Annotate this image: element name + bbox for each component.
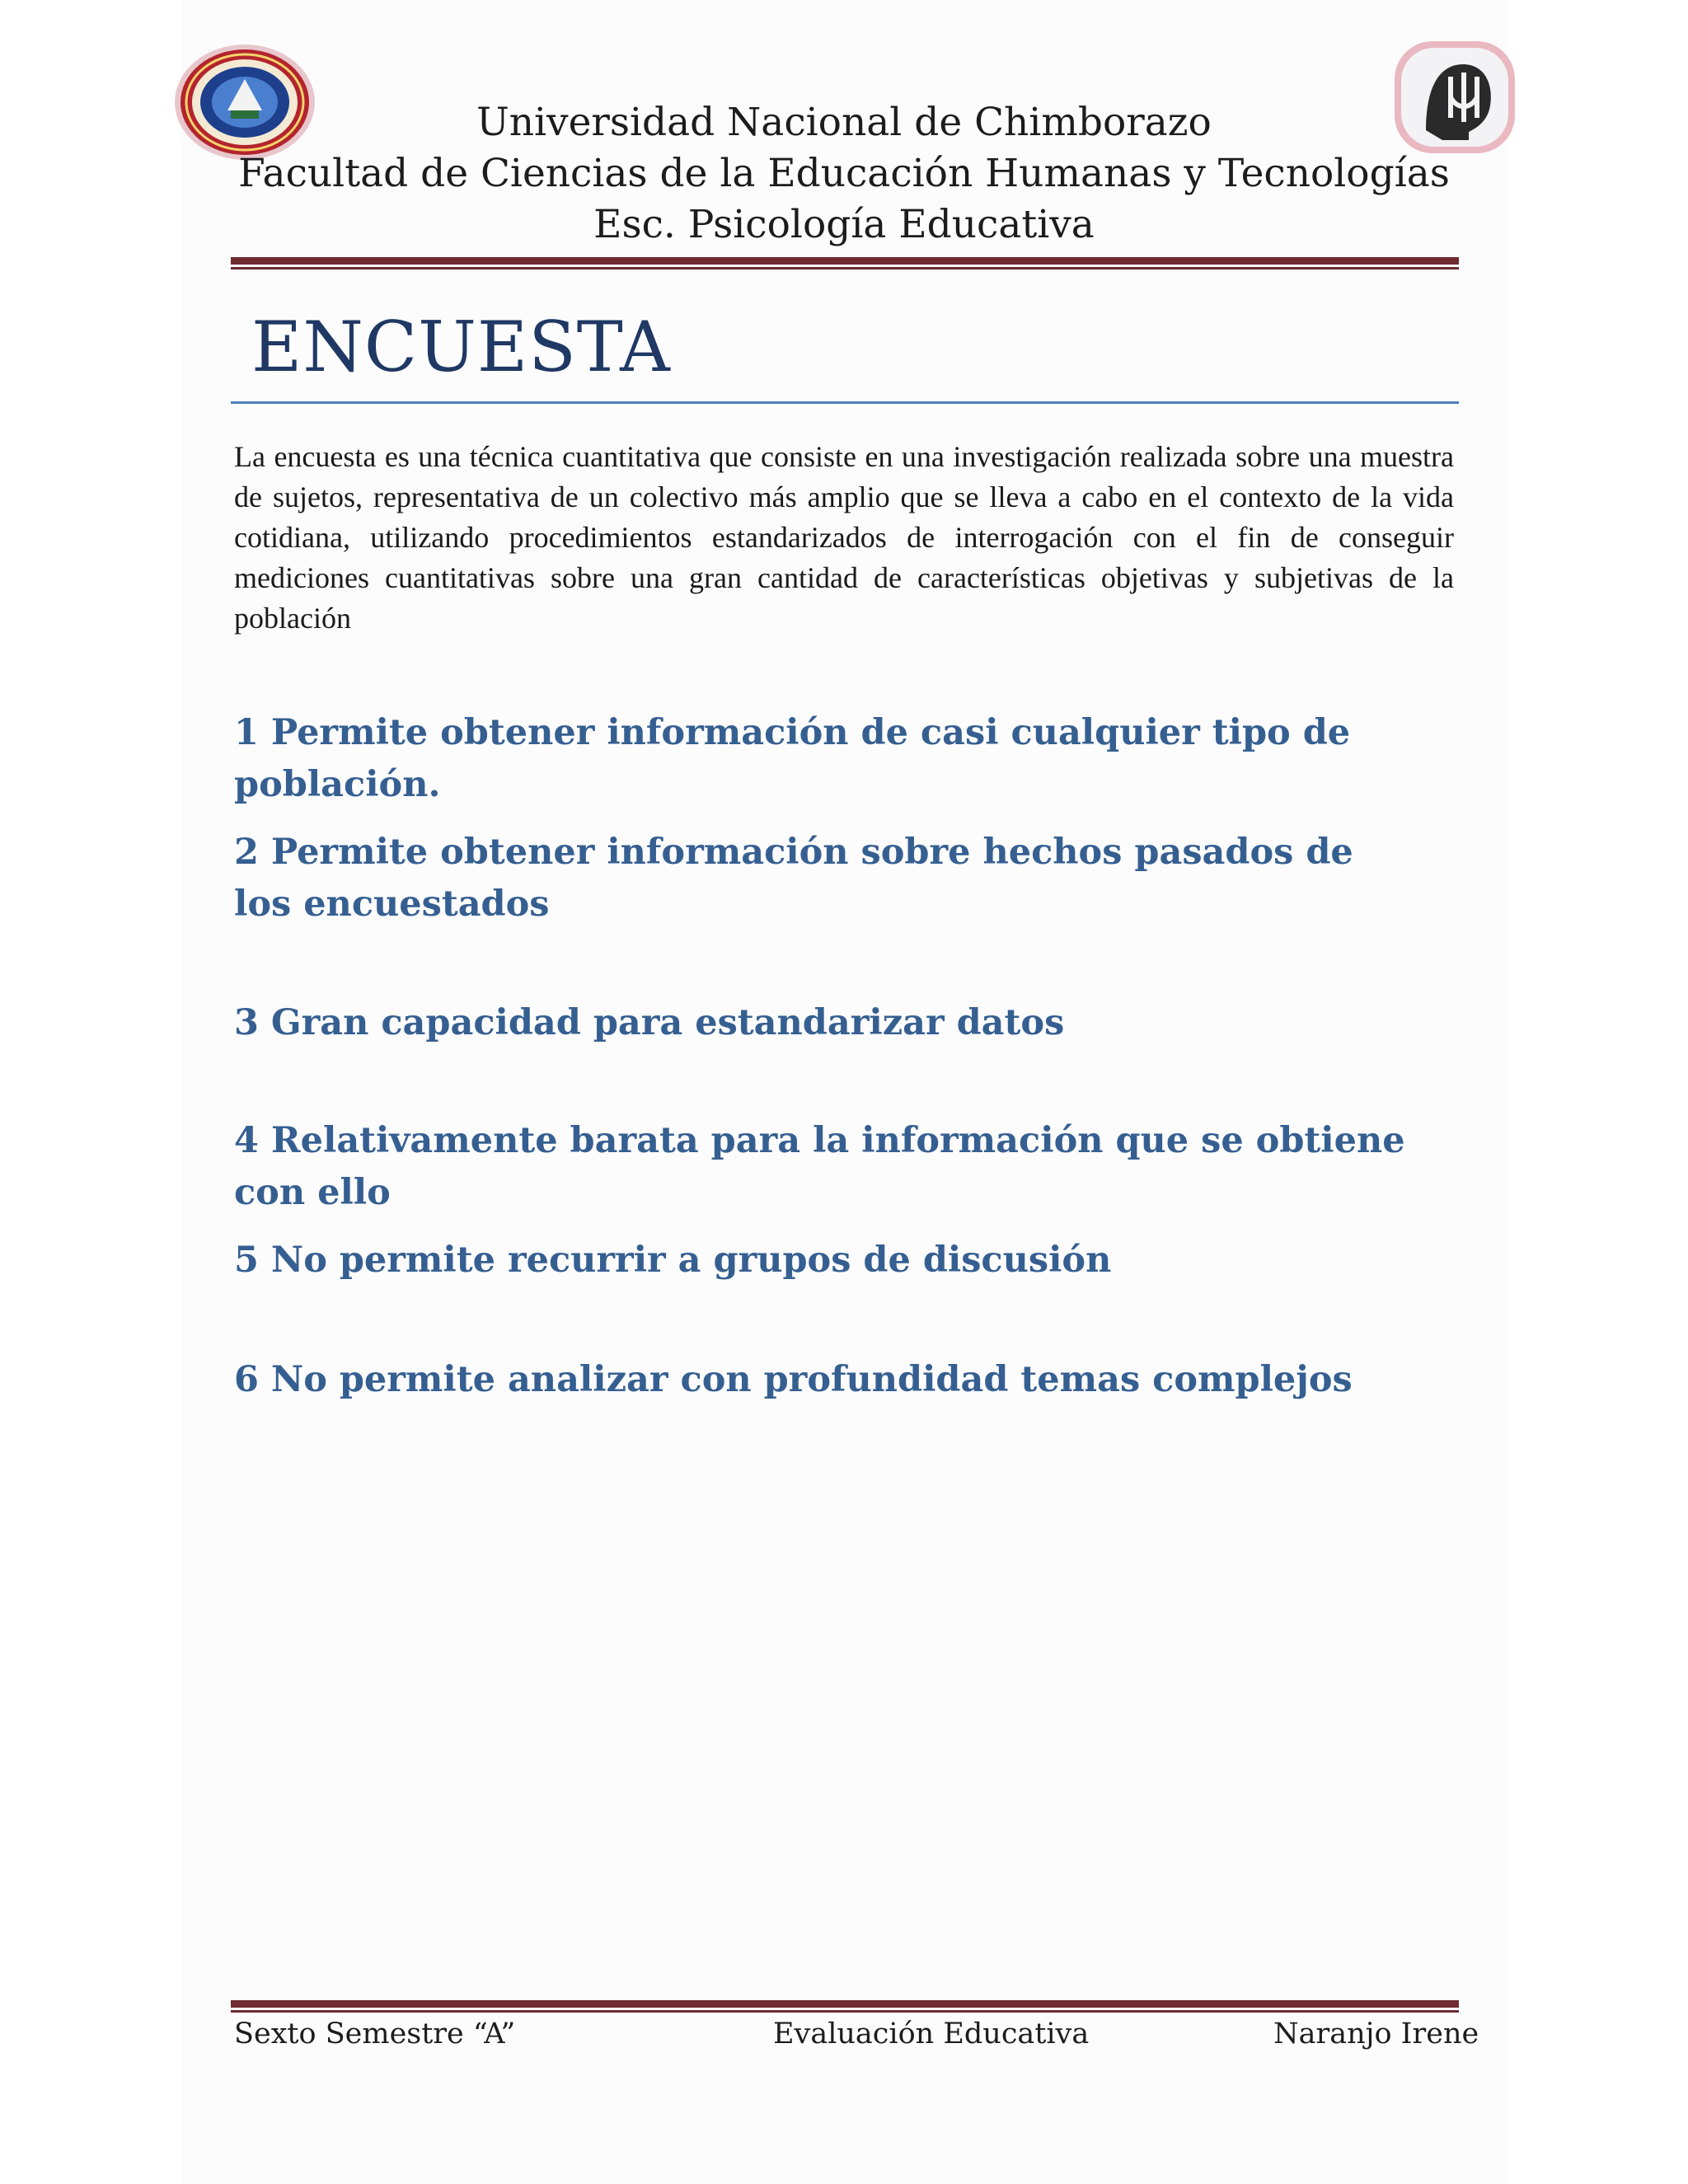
list-item: 5 No permite recurrir a grupos de discusión bbox=[234, 1240, 1112, 1281]
title-underline bbox=[231, 401, 1459, 404]
header-university: Universidad Nacional de Chimborazo bbox=[476, 100, 1212, 145]
footer-semester: Sexto Semestre “A” bbox=[234, 2018, 516, 2050]
page-title: ENCUESTA bbox=[251, 307, 671, 387]
header-school: Esc. Psicología Educativa bbox=[593, 202, 1095, 247]
footer-author: Naranjo Irene bbox=[1273, 2018, 1479, 2050]
footer-course: Evaluación Educativa bbox=[773, 2018, 1090, 2050]
list-item: 2 Permite obtener información sobre hechos pasados de los encuestados bbox=[234, 832, 1353, 925]
header-rule-thin bbox=[231, 267, 1459, 269]
header-faculty: Facultad de Ciencias de la Educación Humanas y Tecnologías bbox=[238, 151, 1450, 196]
list-item: 1 Permite obtener información de casi cualquier tipo de población. bbox=[234, 712, 1351, 805]
list-item: 3 Gran capacidad para estandarizar datos bbox=[234, 1002, 1065, 1043]
footer-rule-thick bbox=[231, 2000, 1459, 2008]
footer-rule-thin bbox=[231, 2010, 1459, 2013]
list-item: 6 No permite analizar con profundidad temas complejos bbox=[234, 1359, 1353, 1400]
intro-paragraph: La encuesta es una técnica cuantitativa que consiste en una investigación realizada sobre una muestra de sujetos, representativa de un colectivo más amplio que se lleva a cabo en el contexto de la vida cotidiana, utilizando procedimientos estandarizados de interrogación con el fin de conseguir mediciones cuantitativas sobre una gran cantidad de características objetivas y subjetivas de la población bbox=[234, 440, 1454, 635]
list-item: 4 Relativamente barata para la información que se obtiene con ello bbox=[234, 1120, 1405, 1213]
header-rule-thick bbox=[231, 257, 1459, 265]
